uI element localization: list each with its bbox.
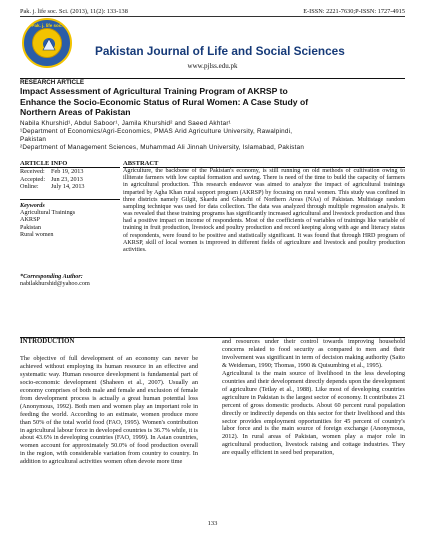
affiliation-line: Pakistan <box>20 136 47 143</box>
abstract-panel <box>123 160 405 254</box>
affiliation-line: ¹Department of Economics/Agri-Economics, PMAS Arid Agriculture University, Rawalpindi, <box>20 128 293 135</box>
body-paragraph: and resources under their control towards improving household concerns related to food security as compared to men and their involvement was significant in term of decision making authority (Saito & Weideman, 1990; Thomas, 1990 & Quisumbing et al., 1995). <box>222 338 405 369</box>
logo-text: Pak. j. life soc. <box>31 23 63 28</box>
info-row-accepted: Accepted: Jun 23, 2013 <box>20 175 83 183</box>
info-row-received: Received: Feb 19, 2013 <box>20 168 84 176</box>
issn-text: E-ISSN: 2221-7630;P-ISSN: 1727-4915 <box>303 8 405 15</box>
introduction-heading: INTRODUCTION <box>20 338 75 345</box>
keyword-item: AKRSP <box>20 216 40 224</box>
article-title <box>20 86 405 118</box>
keyword-item: Pakistan <box>20 223 41 231</box>
keyword-item: Agricultural Trainings <box>20 209 76 217</box>
article-title-line: Impact Assessment of Agricultural Training Program of AKRSP to <box>20 86 288 96</box>
author-block <box>20 120 405 152</box>
article-title-line: Enhance the Socio-Economic Status of Rural Women: A Case Study of <box>20 96 309 107</box>
article-title-line: Northern Areas of Pakistan <box>20 107 131 117</box>
section-label: RESEARCH ARTICLE <box>20 78 405 86</box>
article-info-panel <box>20 160 120 287</box>
journal-title: Pakistan Journal of Life and Social Sciences <box>95 44 345 58</box>
affiliation-line: ²Department of Management Sciences, Muhammad Ali Jinnah University, Islamabad, Pakistan <box>20 144 305 151</box>
abstract-label: ABSTRACT <box>123 160 405 168</box>
abstract-text: Agriculture, the backbone of the Pakistan's economy, is still running on old methods of cultivation owing to illiterate farmers with low capital formation and saving. There is need of the time to build the capacity of farmers in agricultural production. This research endeavor was aimed to analyze the impact of agricultural trainings imparted by Agha Khan rural support program (AKRSP) by focusing on rural women. This study was confined in three districts namely Gilgit, Skardu and Ghanchi of Northern Areas (NAs) of Pakistan. Multistage random sampling technique was used for data collection. The data was analyzed through multiple regression analysis. It was revealed that these training programs has significantly increased agricultural and livestock production and thus had a positive impact on income of respondents. Most of the coefficients of variables of trainings like variable of training in fruit production, livestock and poultry production and record keeping along with age and literacy status of respondents, were found to be positive and statistically significant. It was found that through HRD program of AKRSP, skill of local women is improved in different fields of agriculture and livestock and poultry production activities. <box>123 168 405 253</box>
info-row-online: Online: July 14, 2013 <box>20 183 85 191</box>
author-list: Nabila Khurshid¹, Abdul Saboor¹, Jamila Khurshid² and Saeed Akhtar¹ <box>20 120 232 127</box>
journal-logo <box>22 18 72 68</box>
keyword-item: Rural women <box>20 231 54 239</box>
corresponding-author <box>20 273 120 288</box>
body-paragraph: The objective of full development of an economy can never be achieved without employing its human resource in an effective and systematic way. Human resource development is fundamental part of socio-economic development (Shaheen et al., 2007). Usually an economy comprises of both male and female and exclusion of female from development process is actually a great human potential loss (Anonymous, 1992). Both men and women play an important role in feeding the world. According to an estimate, women produce more than 50% of the total world food (FAO, 1995). Women's contribution in agricultural labour force in developed countries is 36.7% while, it is about 43.6% in developing countries (FAO, 1999). In Asian countries, women account for approximately 50.0% of food production overall in the region, with considerable variation from country to country. In addition to agricultural activities women often devote more time <box>20 354 198 466</box>
running-header <box>20 8 405 17</box>
journal-url[interactable]: www.pjlss.edu.pk <box>187 62 238 70</box>
keywords-label: Keywords <box>20 199 120 209</box>
body-column-left <box>20 338 198 466</box>
body-paragraph: Agricultural is the main source of livelihood in the less developing countries and their development directly depends upon the development of agriculture (Tetlay et al., 1988). Like most of developing countries agriculture in Pakistan is the largest sector of economy. It contributes 21 percent of gross domestic products. About 60 percent rural population directly or indirectly depends on this sector for their livelihood and this sector provides employment opportunities for 45 percent of country's labor force and is the main source of foreign exchange (Anonymous, 2012). In rural areas of Pakistan, women play a major role in agricultural production, livestock raising and cottage industries. They are equally efficient in seed bed preparation, <box>222 369 405 457</box>
corresponding-email[interactable]: nabilakhurshid@yahoo.com <box>20 280 90 288</box>
corresponding-label: *Corresponding Author: <box>20 272 83 280</box>
citation-text: Pak. j. life soc. Sci. (2013), 11(2): 133-138 <box>20 8 128 15</box>
logo-emblem-icon <box>34 29 64 59</box>
article-info-label: ARTICLE INFO <box>20 160 120 168</box>
page-number: 133 <box>207 520 218 527</box>
body-column-right <box>222 338 405 457</box>
